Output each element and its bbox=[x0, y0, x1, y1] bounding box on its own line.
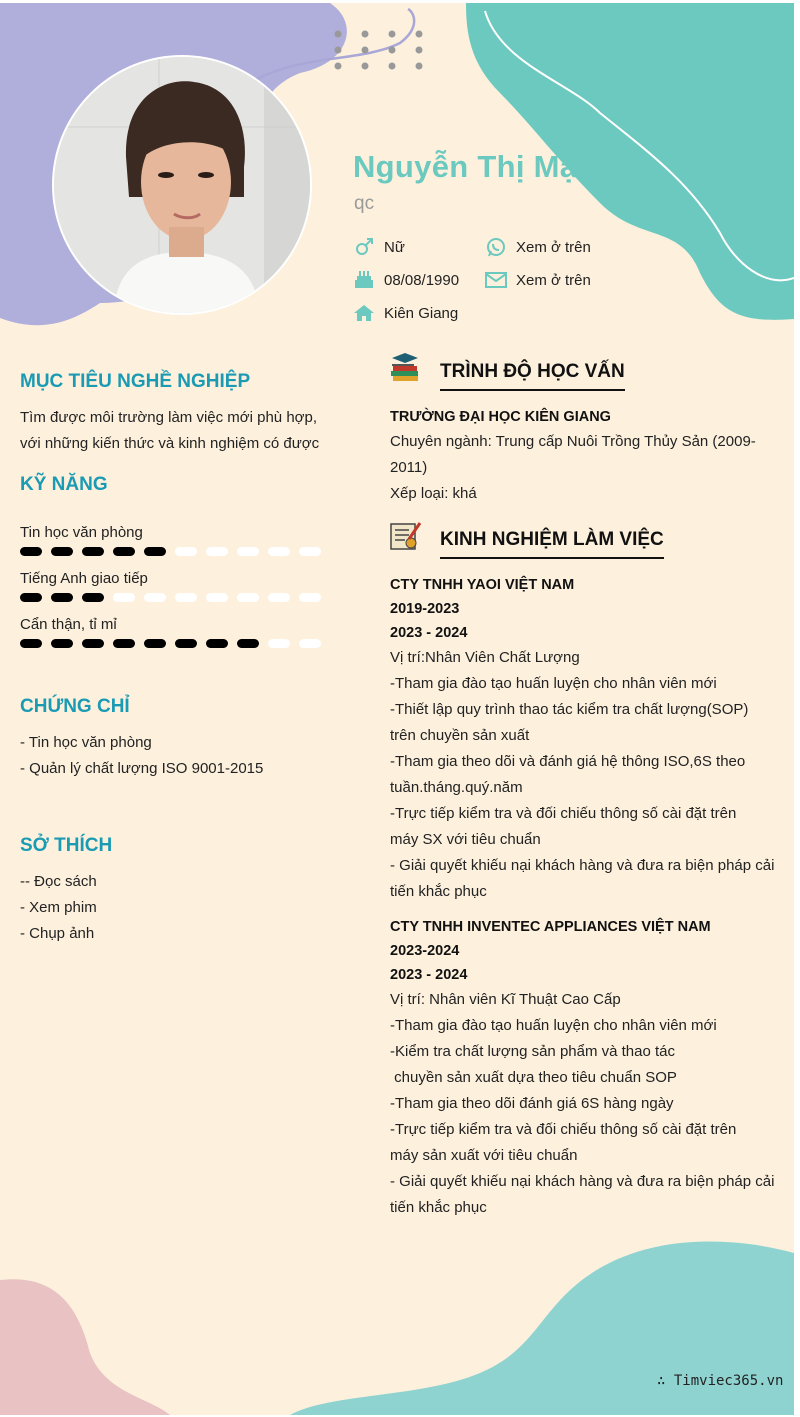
objective-heading: MỤC TIÊU NGHỀ NGHIỆP bbox=[20, 371, 251, 392]
job-description bbox=[390, 987, 780, 1221]
job-period: 2019-2023 bbox=[390, 601, 460, 617]
job-description-line: trên chuyền sản xuất bbox=[390, 727, 530, 744]
job-description-line: Vị trí:Nhân Viên Chất Lượng bbox=[390, 649, 580, 666]
job-description-line: máy sản xuất với tiêu chuẩn bbox=[390, 1147, 578, 1164]
hobby-item: - Chụp ảnh bbox=[20, 925, 95, 942]
birthday-value: 08/08/1990 bbox=[384, 271, 460, 289]
skill-dot-empty bbox=[268, 547, 290, 556]
mail-icon bbox=[485, 270, 507, 290]
cv-page bbox=[0, 3, 794, 1415]
skill-dot-empty bbox=[144, 593, 166, 602]
address-info bbox=[353, 303, 458, 323]
birthday-info bbox=[353, 270, 459, 290]
job-description-line: chuyền sản xuất dựa theo tiêu chuẩn SOP bbox=[390, 1069, 677, 1086]
candidate-name: Nguyễn Thị Mận bbox=[353, 149, 597, 184]
certificate-item: - Tin học văn phòng bbox=[20, 734, 152, 751]
address-value: Kiên Giang bbox=[384, 304, 459, 322]
major-line: Chuyên ngành: Trung cấp Nuôi Trồng Thủy Sản (2009- bbox=[390, 433, 756, 450]
skill-dot-filled bbox=[20, 547, 42, 556]
job-description-line: -Trực tiếp kiểm tra và đối chiếu thông số cài đặt trên bbox=[390, 805, 737, 822]
skill-dot-filled bbox=[144, 547, 166, 556]
skill-dot-filled bbox=[237, 639, 259, 648]
gender-value: Nữ bbox=[384, 238, 405, 256]
skill-label: Tiếng Anh giao tiếp bbox=[20, 570, 148, 587]
job-description-line: tiến khắc phục bbox=[390, 1199, 487, 1216]
experience-heading: KINH NGHIỆM LÀM VIỆC bbox=[440, 529, 664, 559]
skill-dot-empty bbox=[113, 593, 135, 602]
job-description-line: -Kiểm tra chất lượng sản phẩm và thao tác bbox=[390, 1043, 676, 1060]
school-name: TRƯỜNG ĐẠI HỌC KIÊN GIANG bbox=[390, 409, 611, 425]
job-title: qc bbox=[354, 193, 375, 214]
job-description-line: Vị trí: Nhân viên Kĩ Thuật Cao Cấp bbox=[390, 991, 621, 1008]
job-description-line: -Tham gia đào tạo huấn luyện cho nhân viên mới bbox=[390, 675, 717, 692]
certificate-item: - Quản lý chất lượng ISO 9001-2015 bbox=[20, 760, 264, 777]
skill-rating bbox=[20, 593, 330, 602]
job-description-line: -Tham gia theo dõi đánh giá 6S hàng ngày bbox=[390, 1095, 674, 1112]
skill-dot-empty bbox=[175, 593, 197, 602]
skill-dot-empty bbox=[299, 593, 321, 602]
education-grade: Xếp loại: khá bbox=[390, 485, 477, 502]
skill-dot-empty bbox=[299, 547, 321, 556]
skill-dot-filled bbox=[113, 547, 135, 556]
email-info bbox=[485, 270, 591, 290]
skill-dot-empty bbox=[237, 593, 259, 602]
hobby-item: - Xem phim bbox=[20, 899, 97, 916]
hobby-item: -- Đọc sách bbox=[20, 873, 97, 890]
job-description bbox=[390, 645, 780, 905]
certificates-list bbox=[20, 730, 263, 782]
certificate-icon bbox=[389, 521, 422, 551]
job-company: CTY TNHH YAOI VIỆT NAM bbox=[390, 577, 575, 593]
job-description-line: -Tham gia đào tạo huấn luyện cho nhân viên mới bbox=[390, 1017, 717, 1034]
job-description-line: tuần.tháng.quý.năm bbox=[390, 779, 523, 796]
hobbies-list bbox=[20, 869, 97, 947]
skill-dot-filled bbox=[51, 639, 73, 648]
books-icon bbox=[389, 351, 422, 381]
job-description-line: - Giải quyết khiếu nại khách hàng và đưa ra biện pháp cải bbox=[390, 857, 775, 874]
skill-dot-filled bbox=[51, 593, 73, 602]
objective-text bbox=[20, 405, 319, 457]
phone-info bbox=[485, 237, 591, 257]
skill-dot-filled bbox=[82, 547, 104, 556]
skill-dot-filled bbox=[144, 639, 166, 648]
cake-icon bbox=[353, 270, 375, 290]
skill-label: Cẩn thận, tỉ mỉ bbox=[20, 616, 117, 633]
job-description-line: - Giải quyết khiếu nại khách hàng và đưa ra biện pháp cải bbox=[390, 1173, 775, 1190]
whatsapp-icon bbox=[485, 237, 507, 257]
skill-dot-filled bbox=[82, 639, 104, 648]
certificates-heading: CHỨNG CHỈ bbox=[20, 696, 130, 717]
job-description-line: tiến khắc phục bbox=[390, 883, 487, 900]
job-description-line: máy SX với tiêu chuẩn bbox=[390, 831, 541, 848]
job-period: 2023 - 2024 bbox=[390, 625, 468, 641]
skill-dot-empty bbox=[299, 639, 321, 648]
phone-value[interactable]: Xem ở trên bbox=[516, 238, 591, 256]
home-icon bbox=[353, 303, 375, 323]
education-major bbox=[390, 429, 780, 507]
job-company: CTY TNHH INVENTEC APPLIANCES VIỆT NAM bbox=[390, 919, 711, 935]
skill-dot-empty bbox=[237, 547, 259, 556]
footer-brand[interactable]: ∴ Timviec365.vn bbox=[657, 1373, 784, 1389]
hobbies-heading: SỞ THÍCH bbox=[20, 835, 113, 856]
profile-photo bbox=[52, 55, 312, 315]
skill-dot-filled bbox=[206, 639, 228, 648]
job-description-line: -Trực tiếp kiểm tra và đối chiếu thông số cài đặt trên bbox=[390, 1121, 737, 1138]
skill-rating bbox=[20, 547, 330, 556]
email-value[interactable]: Xem ở trên bbox=[516, 271, 591, 289]
skill-dot-filled bbox=[51, 547, 73, 556]
skill-dot-empty bbox=[206, 547, 228, 556]
skill-dot-empty bbox=[206, 593, 228, 602]
skill-dot-filled bbox=[82, 593, 104, 602]
job-period: 2023 - 2024 bbox=[390, 967, 468, 983]
job-description-line: -Thiết lập quy trình thao tác kiểm tra chất lượng(SOP) bbox=[390, 701, 749, 718]
objective-line: với những kiến thức và kinh nghiệm có được bbox=[20, 435, 320, 452]
gender-info bbox=[353, 237, 405, 257]
gender-icon bbox=[353, 237, 375, 257]
job-period: 2023-2024 bbox=[390, 943, 460, 959]
job-description-line: -Tham gia theo dõi và đánh giá hệ thông ISO,6S theo bbox=[390, 753, 746, 770]
skill-rating bbox=[20, 639, 330, 648]
skill-dot-filled bbox=[175, 639, 197, 648]
skill-dot-filled bbox=[20, 593, 42, 602]
objective-line: Tìm được môi trường làm việc mới phù hợp, bbox=[20, 409, 318, 426]
skill-dot-empty bbox=[268, 593, 290, 602]
skill-dot-empty bbox=[268, 639, 290, 648]
skills-heading: KỸ NĂNG bbox=[20, 474, 108, 495]
skill-dot-filled bbox=[113, 639, 135, 648]
major-line: 2011) bbox=[390, 459, 428, 476]
skill-dot-filled bbox=[20, 639, 42, 648]
skill-label: Tin học văn phòng bbox=[20, 524, 143, 541]
skill-dot-empty bbox=[175, 547, 197, 556]
education-heading: TRÌNH ĐỘ HỌC VẤN bbox=[440, 361, 625, 391]
